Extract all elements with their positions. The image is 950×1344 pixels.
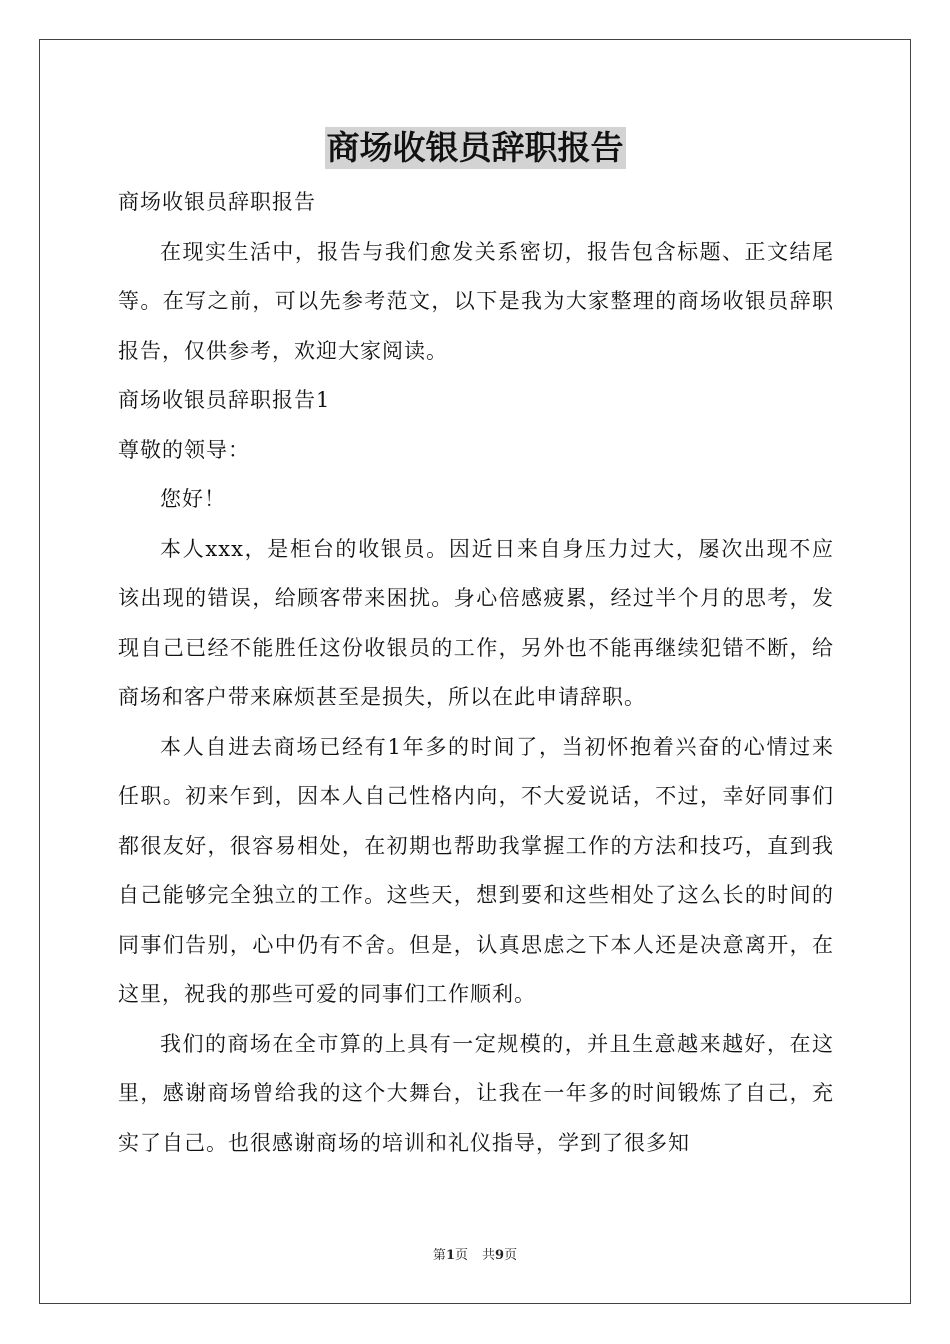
document-body [118,178,834,1168]
paragraph: 尊敬的领导： [118,437,250,462]
paragraph: 我们的商场在全市算的上具有一定规模的，并且生意越来越好，在这里，感谢商场曾给我的这个大舞台，让我在一年多的时间锻炼了自己，充实了自己。也很感谢商场的培训和礼仪指导，学到了很多知 [118,1031,834,1155]
paragraph: 本人xxx，是柜台的收银员。因近日来自身压力过大，屡次出现不应该出现的错误，给顾客带来困扰。身心倍感疲累，经过半个月的思考，发现自己已经不能胜任这份收银员的工作，另外也不能再继续犯错不断，给商场和客户带来麻烦甚至是损失，所以在此申请辞职。 [118,536,834,709]
page-total: 9 [495,1248,505,1263]
page-unit: 页 [454,1248,468,1263]
paragraph: 您好！ [160,487,226,511]
document-title: 商场收银员辞职报告 [326,128,624,167]
page-current: 1 [445,1248,455,1263]
total-prefix: 共 [482,1248,496,1263]
page-footer [0,1247,950,1265]
paragraph: 本人自进去商场已经有1年多的时间了，当初怀抱着兴奋的心情过来任职。初来乍到，因本人自己性格内向，不大爱说话，不过，幸好同事们都很友好，很容易相处，在初期也帮助我掌握工作的方法和技巧，直到我自己能够完全独立的工作。这些天，想到要和这些相处了这么长的时间的同事们告别，心中仍有不舍。但是，认真思虑之下本人还是决意离开，在这里，祝我的那些可爱的同事们工作顺利。 [118,734,834,1006]
paragraph: 在现实生活中，报告与我们愈发关系密切，报告包含标题、正文结尾等。在写之前，可以先参考范文，以下是我为大家整理的商场收银员辞职报告，仅供参考，欢迎大家阅读。 [118,239,834,363]
title-container [0,127,950,169]
paragraph: 商场收银员辞职报告1 [118,388,331,412]
paragraph: 商场收银员辞职报告 [118,190,316,214]
page-prefix: 第 [432,1248,446,1263]
total-unit: 页 [504,1248,518,1263]
